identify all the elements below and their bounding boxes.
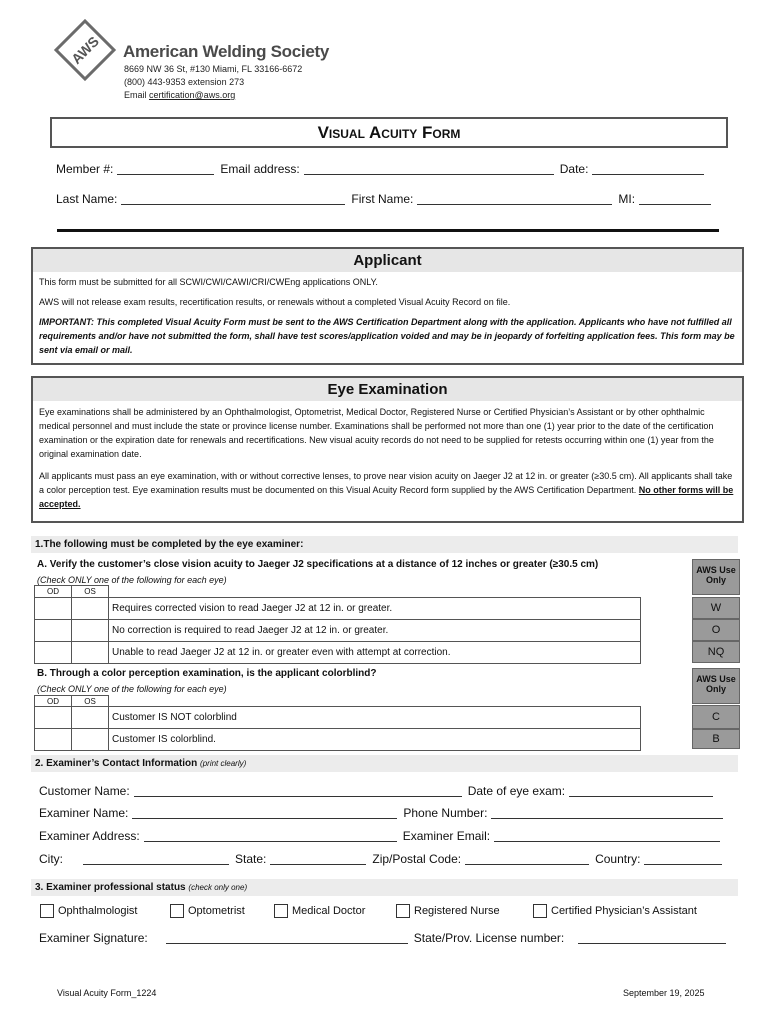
- od-check-nq[interactable]: [35, 642, 72, 664]
- checkbox[interactable]: [170, 904, 184, 918]
- code-c: C: [692, 705, 740, 729]
- date-exam-field[interactable]: [569, 784, 713, 797]
- row-text: Requires corrected vision to read Jaeger J2 at 12 in. or greater.: [109, 598, 641, 620]
- country-field[interactable]: [644, 852, 722, 865]
- first-name-field[interactable]: [417, 192, 612, 205]
- eye-exam-heading: Eye Examination: [33, 378, 742, 401]
- divider: [57, 229, 719, 232]
- signature-row: [39, 931, 732, 945]
- customer-name-label: Customer Name:: [39, 784, 130, 798]
- state-label: State:: [235, 852, 267, 866]
- applicant-section: [31, 247, 744, 365]
- logo-text: AWS: [68, 33, 102, 67]
- applicant-p1: This form must be submitted for all SCWI/CWI/CAWI/CRI/CWEng applications ONLY.: [39, 277, 378, 287]
- examiner-row: [39, 806, 729, 820]
- colorblind-table: [34, 695, 641, 751]
- applicant-heading: Applicant: [33, 249, 742, 272]
- table-row: [35, 707, 641, 729]
- status-option[interactable]: [274, 904, 365, 918]
- table-row: [35, 620, 641, 642]
- os-check-o[interactable]: [72, 620, 109, 642]
- applicant-p2: AWS will not release exam results, recertification results, or renewals without a completed Visual Acuity Record on file.: [39, 297, 511, 307]
- eye-exam-p1: Eye examinations shall be administered by an Ophthalmologist, Optometrist, Medical Doctor, Registered Nurse or Certified Physician’s Assistant or by other ophthalmic medical personnel and must include the state or province license number. Examinations shall be performed not more than one (1) year prior to the date of the certification examination or the expiration date for renewals and recertifications. New visual acuity records do not need to be supplied for retests occurring within one (1) year from the original examination date.: [39, 407, 714, 459]
- code-o: O: [692, 619, 740, 641]
- footer-left: Visual Acuity Form_1224: [57, 988, 157, 998]
- phone-label: Phone Number:: [403, 806, 488, 820]
- form-title: Visual Acuity Form: [317, 122, 461, 142]
- aws-use-only-b: AWS Use Only: [692, 668, 740, 704]
- customer-row: [39, 784, 719, 798]
- applicant-p3: IMPORTANT: This completed Visual Acuity Form must be sent to the AWS Certification Department along with the application. Applicants who have not fulfilled all requirements and/or have not submitted the form, shall have test scores/application voided and may be in jeopardy of forfeiting application fees. This form may be sent via email or mail.: [39, 317, 735, 355]
- zip-label: Zip/Postal Code:: [372, 852, 462, 866]
- section3-heading-bar: [31, 879, 738, 896]
- table-row: [35, 729, 641, 751]
- table-row: [35, 598, 641, 620]
- examiner-address-field[interactable]: [144, 829, 397, 842]
- checkbox[interactable]: [274, 904, 288, 918]
- section1b-title: B. Through a color perception examination, is the applicant colorblind?: [37, 668, 377, 679]
- code-w: W: [692, 597, 740, 619]
- option-label: Medical Doctor: [292, 905, 366, 917]
- signature-label: Examiner Signature:: [39, 931, 148, 945]
- city-field[interactable]: [83, 852, 229, 865]
- checkbox[interactable]: [396, 904, 410, 918]
- option-label: Certified Physician’s Assistant: [551, 905, 697, 917]
- mi-field[interactable]: [639, 192, 711, 205]
- email-label: Email: [124, 90, 147, 100]
- status-option[interactable]: [40, 904, 138, 918]
- jaeger-table: [34, 585, 641, 664]
- section1a-note: (Check ONLY one of the following for each eye): [37, 575, 227, 585]
- os-check-w[interactable]: [72, 598, 109, 620]
- phone-field[interactable]: [491, 806, 723, 819]
- od-header: OD: [35, 696, 72, 707]
- os-header: OS: [72, 586, 109, 598]
- os-header: OS: [72, 696, 109, 707]
- os-check-c[interactable]: [72, 707, 109, 729]
- status-option[interactable]: [533, 904, 697, 918]
- od-check-w[interactable]: [35, 598, 72, 620]
- aws-use-only-a: AWS Use Only: [692, 559, 740, 595]
- member-row-1: [56, 162, 710, 176]
- option-label: Registered Nurse: [414, 905, 500, 917]
- license-label: State/Prov. License number:: [413, 931, 565, 945]
- section2-heading-bar: [31, 755, 738, 772]
- section1b-note: (Check ONLY one of the following for each eye): [37, 684, 227, 694]
- row-text: Customer IS colorblind.: [109, 729, 641, 751]
- footer-right: September 19, 2025: [623, 988, 705, 998]
- row-text: No correction is required to read Jaeger J2 at 12 in. or greater.: [109, 620, 641, 642]
- last-name-field[interactable]: [121, 192, 345, 205]
- email-address-label: Email address:: [220, 162, 300, 176]
- checkbox[interactable]: [533, 904, 547, 918]
- option-label: Ophthalmologist: [58, 905, 138, 917]
- status-option[interactable]: [170, 904, 245, 918]
- email-address-field[interactable]: [304, 162, 554, 175]
- customer-name-field[interactable]: [134, 784, 462, 797]
- org-email-line: [124, 89, 235, 102]
- country-label: Country:: [595, 852, 641, 866]
- examiner-email-field[interactable]: [494, 829, 720, 842]
- eye-exam-p2b: No other forms will be accepted.: [39, 485, 734, 509]
- first-name-label: First Name:: [351, 192, 414, 206]
- city-label: City:: [39, 852, 63, 866]
- date-exam-label: Date of eye exam:: [467, 784, 566, 798]
- row-text: Unable to read Jaeger J2 at 12 in. or greater even with attempt at correction.: [109, 642, 641, 664]
- city-row: [39, 852, 728, 866]
- section1-heading: 1.The following must be completed by the eye examiner:: [31, 536, 738, 553]
- eye-exam-p2a: All applicants must pass an eye examination, with or without corrective lenses, to prove near vision acuity on Jaeger J2 at 12 in. or greater (≥30.5 cm). All applicants shall take a color perception test. Eye examination results must be documented on this Visual Acuity Record form supplied by the AWS Certification Department.: [39, 471, 733, 495]
- section3-note: (check only one): [188, 883, 248, 892]
- mi-label: MI:: [618, 192, 636, 206]
- status-option[interactable]: [396, 904, 500, 918]
- member-row-2: [56, 192, 717, 206]
- table-row: [35, 642, 641, 664]
- org-name: American Welding Society: [123, 42, 329, 61]
- email-link[interactable]: certification@aws.org: [149, 90, 236, 100]
- eye-exam-section: [31, 376, 744, 523]
- date-label: Date:: [559, 162, 589, 176]
- os-check-b[interactable]: [72, 729, 109, 751]
- section2-heading: 2. Examiner’s Contact Information: [35, 758, 198, 769]
- od-header: OD: [35, 586, 72, 598]
- member-no-field[interactable]: [117, 162, 214, 175]
- examiner-name-label: Examiner Name:: [39, 806, 129, 820]
- member-no-label: Member #:: [56, 162, 114, 176]
- examiner-name-field[interactable]: [132, 806, 397, 819]
- row-text: Customer IS NOT colorblind: [109, 707, 641, 729]
- org-phone: (800) 443-9353 extension 273: [124, 77, 245, 87]
- address-row: [39, 829, 726, 843]
- section1a-title: A. Verify the customer’s close vision acuity to Jaeger J2 specifications at a distance of 12 inches or greater (≥30.5 cm): [37, 559, 599, 570]
- aws-logo: [63, 28, 107, 72]
- date-field[interactable]: [592, 162, 704, 175]
- org-address: 8669 NW 36 St, #130 Miami, FL 33166-6672: [124, 64, 303, 74]
- checkbox[interactable]: [40, 904, 54, 918]
- license-field[interactable]: [578, 931, 726, 944]
- os-check-nq[interactable]: [72, 642, 109, 664]
- last-name-label: Last Name:: [56, 192, 118, 206]
- section3-heading: 3. Examiner professional status: [35, 882, 186, 893]
- section2-note: (print clearly): [200, 759, 247, 768]
- code-nq: NQ: [692, 641, 740, 663]
- signature-field[interactable]: [166, 931, 408, 944]
- state-field[interactable]: [270, 852, 366, 865]
- code-b: B: [692, 729, 740, 749]
- eye-exam-p2: [33, 469, 742, 511]
- examiner-address-label: Examiner Address:: [39, 829, 140, 843]
- od-check-o[interactable]: [35, 620, 72, 642]
- od-check-b[interactable]: [35, 729, 72, 751]
- option-label: Optometrist: [188, 905, 245, 917]
- form-title-box: [50, 117, 728, 148]
- od-check-c[interactable]: [35, 707, 72, 729]
- examiner-email-label: Examiner Email:: [402, 829, 491, 843]
- zip-field[interactable]: [465, 852, 589, 865]
